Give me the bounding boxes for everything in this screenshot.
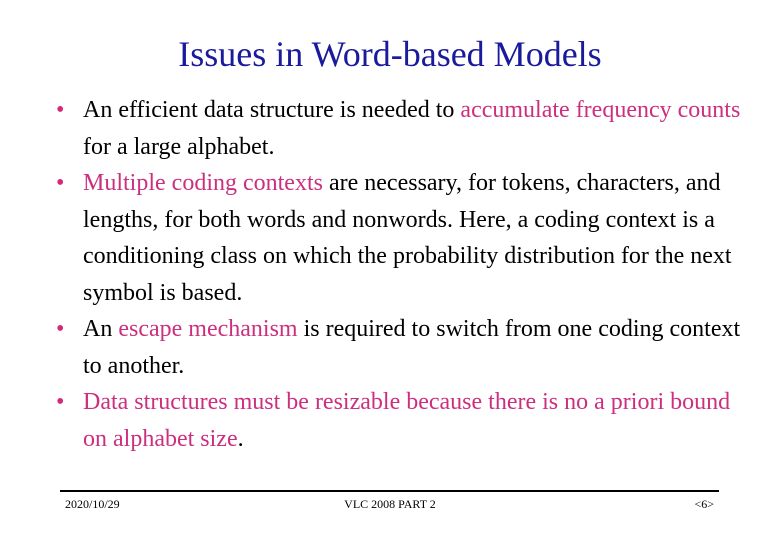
bullet-text-part: are necessary, for tokens, characters, and lengths, for both words and nonwords. Here, a coding context is a conditioning class on which the probability distribution for the next symbol is based. xyxy=(83,170,732,306)
bullet-text-part: An xyxy=(83,316,119,342)
bullet-dot-icon: • xyxy=(56,97,65,123)
highlight-phrase: accumulate frequency counts xyxy=(460,97,741,123)
footer-center-label: VLC 2008 PART 2 xyxy=(344,497,436,511)
slide-title: Issues in Word-based Models xyxy=(178,34,602,74)
bullet-item xyxy=(56,92,746,165)
bullet-item xyxy=(56,311,746,384)
bullet-text-part: . xyxy=(237,425,244,452)
footer-date: 2020/10/29 xyxy=(65,497,120,511)
highlight-phrase: escape mechanism xyxy=(118,316,298,342)
footer-page-number: <6> xyxy=(694,497,714,511)
bullet-list xyxy=(56,92,746,457)
bullet-text-part: for a large alphabet. xyxy=(83,133,275,160)
footer-divider xyxy=(60,490,719,492)
highlight-phrase: Data structures must be resizable because there is no a priori bound on alphabet size xyxy=(83,389,731,452)
highlight-phrase: Multiple coding contexts xyxy=(83,170,323,196)
bullet-item xyxy=(56,384,746,457)
bullet-item xyxy=(56,165,746,311)
bullet-text-part: An efficient data structure is needed to xyxy=(83,97,461,123)
bullet-dot-icon: • xyxy=(56,316,65,342)
bullet-dot-icon: • xyxy=(56,389,65,415)
bullet-text-part: is required to switch from one coding context to another. xyxy=(83,316,741,379)
bullet-dot-icon: • xyxy=(56,170,65,196)
